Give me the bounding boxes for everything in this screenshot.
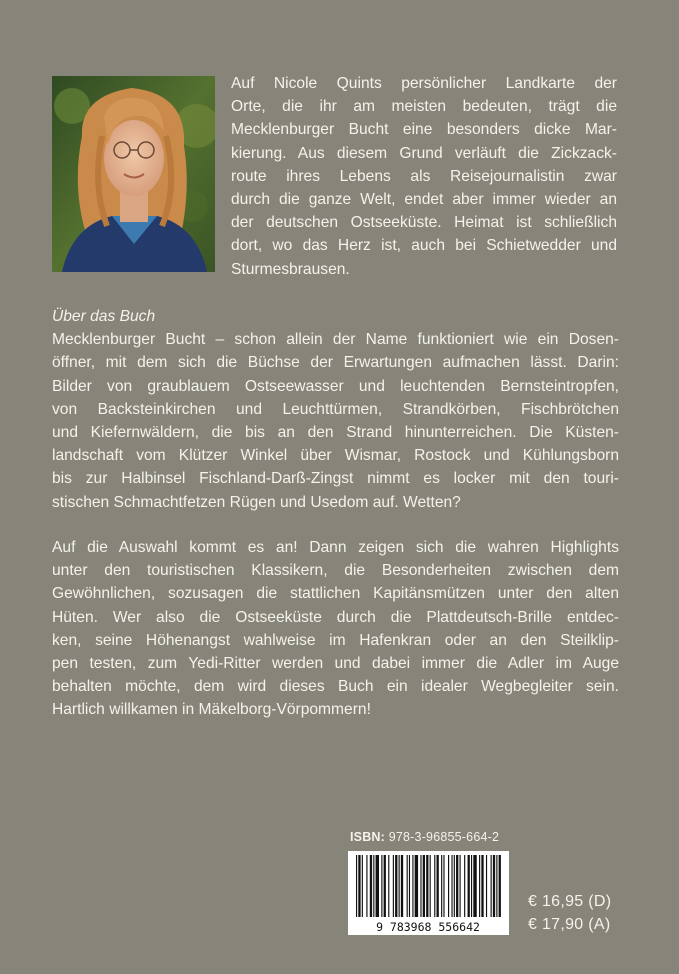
- barcode-bar: [499, 855, 501, 917]
- bio-line: Sturmesbrausen.: [231, 260, 350, 278]
- bio-line: Orte, die ihr am meisten bedeuten, trägt die: [231, 98, 617, 116]
- bio-line: dort, wo das Herz ist, auch bei Schietwedder und: [231, 237, 617, 255]
- paragraph-line: Hartlich willkamen in Mäkelborg-Vörpommern!: [52, 701, 371, 719]
- barcode-bar: [471, 855, 472, 917]
- barcode-bar: [451, 855, 452, 917]
- highlights-paragraph: [52, 536, 619, 722]
- paragraph-line: Auf die Auswahl kommt es an! Dann zeigen sich die wahren Highlights: [52, 539, 619, 556]
- barcode-bar: [395, 855, 397, 917]
- barcode-bar: [473, 855, 476, 917]
- barcode-bar: [468, 855, 470, 917]
- barcode-bar: [430, 855, 431, 917]
- paragraph-line: und Kiefernwäldern, die bis an den Strand hinunterreichen. Die Küsten-: [52, 424, 619, 442]
- barcode-bar: [393, 855, 394, 917]
- barcode-bar: [460, 855, 461, 917]
- paragraph-line: unter den touristischen Klassikern, die Besonderheiten zwischen dem: [52, 562, 619, 580]
- barcode-image: [348, 851, 509, 935]
- bio-line: Mecklenburger Bucht eine besonders dicke Mar-: [231, 121, 617, 139]
- barcode-bar: [464, 855, 465, 917]
- barcode-bar: [407, 855, 408, 917]
- barcode-bar: [388, 855, 389, 917]
- paragraph-line: landschaft vom Klützer Winkel über Wismar, Rostock und Kühlungsborn: [52, 447, 619, 465]
- barcode-bar: [479, 855, 480, 917]
- paragraph-line: ken, seine Höhenangst wahlweise im Hafenkran oder an den Steilklip-: [52, 631, 619, 649]
- isbn-value: 978-3-96855-664-2: [388, 830, 500, 844]
- bio-line: kierung. Aus diesem Grund verläuft die Zickzack-: [231, 144, 617, 162]
- barcode-bar: [423, 855, 425, 917]
- barcode-bar: [415, 855, 418, 917]
- barcode-bar: [412, 855, 413, 917]
- isbn: [350, 830, 499, 844]
- paragraph-line: Mecklenburger Bucht – schon allein der Name funktioniert wie ein Dosen-: [52, 331, 619, 349]
- barcode-bar: [491, 855, 492, 917]
- bio-line: durch die ganze Welt, endet aber immer wieder an: [231, 191, 617, 209]
- isbn-label: ISBN:: [350, 830, 386, 844]
- barcode-bar: [409, 855, 410, 917]
- barcode-bar: [420, 855, 421, 917]
- barcode-bar: [448, 855, 449, 917]
- barcode-bar: [496, 855, 497, 917]
- barcode-bar: [426, 855, 428, 917]
- bio-line: Auf Nicole Quints persönlicher Landkarte der: [231, 75, 617, 92]
- barcode-bar: [401, 855, 403, 917]
- barcode-bar: [481, 855, 483, 917]
- barcode-bar: [454, 855, 455, 917]
- barcode-bar: [437, 855, 439, 917]
- paragraph-line: Bilder von graublauem Ostseewasser und leuchtenden Bernsteintropfen,: [52, 377, 619, 395]
- paragraph-line: behalten möchte, dem wird dieses Buch ein idealer Wegbegleiter sein.: [52, 678, 619, 696]
- barcode-bar: [381, 855, 382, 917]
- barcode-bar: [441, 855, 442, 917]
- barcode-bar: [456, 855, 458, 917]
- paragraph-line: von Backsteinkirchen und Leuchttürmen, Strandkörben, Fischbrötchen: [52, 400, 619, 418]
- bio-line: route ihres Lebens als Reisejournalistin zwar: [231, 167, 617, 185]
- paragraph-line: öffner, mit dem sich die Büchse der Erwartungen aufmachen lässt. Darin:: [52, 354, 619, 372]
- barcode-bar: [443, 855, 444, 917]
- about-book-section: [52, 305, 619, 514]
- barcode-bar: [493, 855, 495, 917]
- paragraph-line: bis zur Halbinsel Fischland-Darß-Zingst nimmt es locker mit den touri-: [52, 470, 619, 488]
- paragraph-line: Hüten. Wer also die Ostseeküste durch die Plattdeutsch-Brille entdec-: [52, 608, 619, 626]
- barcode-bar: [362, 855, 363, 917]
- paragraph-line: Gewöhnlichen, sozusagen die stattlichen Kapitänsmützen unter den alten: [52, 585, 619, 603]
- price-austria: € 17,90 (A): [528, 916, 611, 933]
- price-germany: € 16,95 (D): [528, 893, 612, 910]
- author-photo: [52, 76, 215, 272]
- barcode: [348, 851, 509, 935]
- author-bio: [231, 72, 617, 281]
- paragraph-line: stischen Schmachtfetzen Rügen und Usedom auf. Wetten?: [52, 493, 461, 511]
- barcode-bar: [376, 855, 379, 917]
- barcode-digits: 9 783968 556642: [376, 920, 480, 934]
- barcode-bar: [399, 855, 400, 917]
- barcode-bar: [366, 855, 367, 917]
- barcode-bar: [370, 855, 372, 917]
- paragraph-line: pen testen, zum Yedi-Ritter werden und dabei immer die Adler im Auge: [52, 655, 619, 673]
- barcode-bar: [486, 855, 487, 917]
- barcode-bar: [358, 855, 360, 917]
- author-portrait-image: [52, 76, 215, 272]
- about-book-heading: Über das Buch: [52, 308, 156, 325]
- barcode-bar: [434, 855, 435, 917]
- barcode-bar: [373, 855, 374, 917]
- barcode-bar: [356, 855, 357, 917]
- bio-line: der deutschen Ostseeküste. Heimat ist schließlich: [231, 214, 617, 232]
- barcode-bar: [384, 855, 386, 917]
